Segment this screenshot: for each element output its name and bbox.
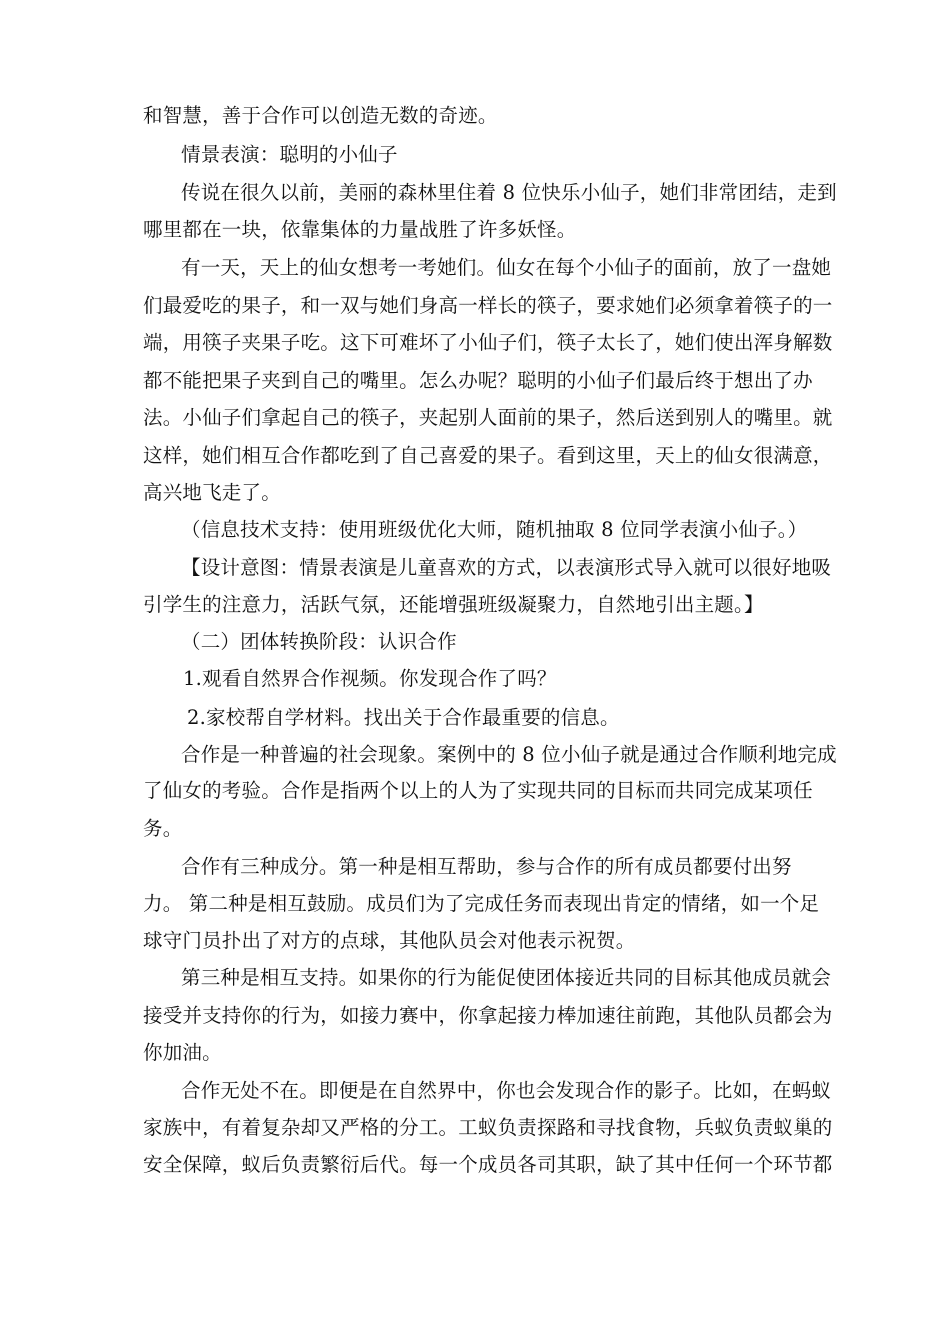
text-line: 哪里都在一块，依靠集体的力量战胜了许多妖怪。 xyxy=(143,218,577,241)
text-line: 你加油。 xyxy=(143,1041,222,1064)
text-line: 安全保障，蚁后负责繁衍后代。每一个成员各司其职，缺了其中任何一个环节都 xyxy=(143,1153,833,1176)
section-heading: （二）团体转换阶段：认识合作 xyxy=(181,630,457,653)
text-line: 合作有三种成分。第一种是相互帮助，参与合作的所有成员都要付出努 xyxy=(181,855,792,878)
text-line: 了仙女的考验。合作是指两个以上的人为了实现共同的目标而共同完成某项任 xyxy=(143,779,813,802)
text-line: 接受并支持你的行为，如接力赛中，你拿起接力棒加速往前跑，其他队员都会为 xyxy=(143,1004,833,1027)
text-line: 有一天，天上的仙女想考一考她们。仙女在每个小仙子的面前，放了一盘她 xyxy=(181,256,832,279)
text-line: 传说在很久以前，美丽的森林里住着 8 位快乐小仙子，她们非常团结，走到 xyxy=(181,181,837,204)
text-line: 端，用筷子夹果子吃。这下可难坏了小仙子们，筷子太长了，她们使出浑身解数 xyxy=(143,331,833,354)
text-line: 家族中，有着复杂却又严格的分工。工蚁负责探路和寻找食物，兵蚁负责蚁巢的 xyxy=(143,1116,833,1139)
text-line: 合作是一种普遍的社会现象。案例中的 8 位小仙子就是通过合作顺利地完成 xyxy=(181,743,837,766)
list-item: 2.家校帮自学材料。找出关于合作最重要的信息。 xyxy=(187,706,620,729)
text-line: 务。 xyxy=(143,817,183,840)
list-item: 1.观看自然界合作视频。你发现合作了吗？ xyxy=(183,667,557,690)
text-line: 都不能把果子夹到自己的嘴里。怎么办呢？聪明的小仙子们最后终于想出了办 xyxy=(143,369,813,392)
text-line: 们最爱吃的果子，和一双与她们身高一样长的筷子，要求她们必须拿着筷子的一 xyxy=(143,294,833,317)
text-line: 球守门员扑出了对方的点球，其他队员会对他表示祝贺。 xyxy=(143,929,636,952)
text-line: 情景表演：聪明的小仙子 xyxy=(181,143,398,166)
text-line: 这样，她们相互合作都吃到了自己喜爱的果子。看到这里，天上的仙女很满意， xyxy=(143,444,833,467)
text-line: （信息技术支持：使用班级优化大师，随机抽取 8 位同学表演小仙子。） xyxy=(181,518,808,541)
text-line: 法。小仙子们拿起自己的筷子，夹起别人面前的果子，然后送到别人的嘴里。就 xyxy=(143,406,833,429)
text-line: 高兴地飞走了。 xyxy=(143,481,281,504)
design-intent-line: 【设计意图：情景表演是儿童喜欢的方式，以表演形式导入就可以很好地吸 xyxy=(181,556,832,579)
text-line: 合作无处不在。即便是在自然界中，你也会发现合作的影子。比如，在蚂蚁 xyxy=(181,1079,832,1102)
text-line: 力。 第二种是相互鼓励。成员们为了完成任务而表现出肯定的情绪，如一个足 xyxy=(143,892,820,915)
text-line: 第三种是相互支持。如果你的行为能促使团体接近共同的目标其他成员就会 xyxy=(181,966,832,989)
design-intent-line: 引学生的注意力，活跃气氛，还能增强班级凝聚力，自然地引出主题。】 xyxy=(143,593,764,616)
text-line: 和智慧，善于合作可以创造无数的奇迹。 xyxy=(143,104,498,127)
